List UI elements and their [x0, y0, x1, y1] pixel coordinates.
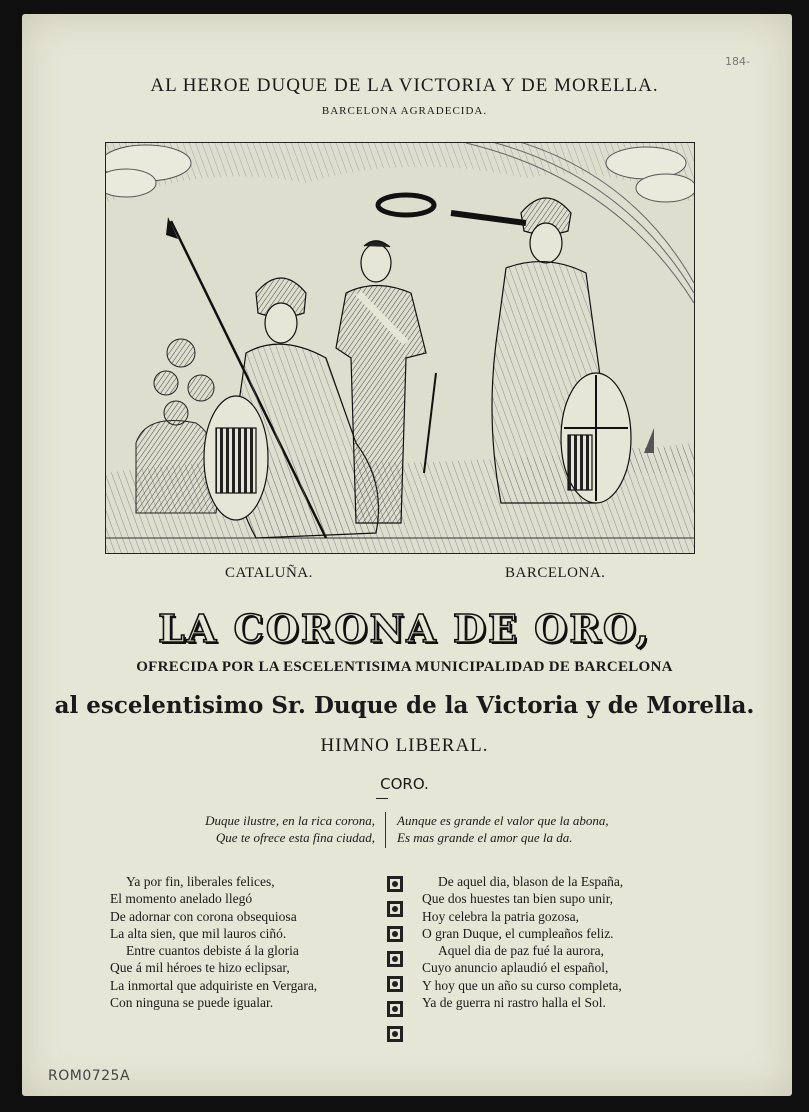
ornament-block — [386, 1025, 404, 1043]
verse-line: Que te ofrece esta fina ciudad, — [215, 830, 375, 845]
page-subtitle: BARCELONA AGRADECIDA. — [321, 105, 488, 117]
woodcut-scene — [106, 143, 694, 553]
page-title: AL HEROE DUQUE DE LA VICTORIA Y DE MORELLA. — [150, 75, 659, 96]
verse-line: Ya de guerra ni rastro halla el Sol. — [422, 995, 606, 1011]
chorus-divider — [385, 812, 386, 848]
chorus-label: CORO. — [380, 775, 429, 793]
caption-cataluna: CATALUÑA. — [225, 565, 313, 581]
stanza-left — [110, 873, 375, 1011]
verse-line: Cuyo anuncio aplaudió el español, — [422, 960, 609, 976]
verse-line: Aquel dia de paz fué la aurora, — [438, 943, 605, 959]
verse-line: Ya por fin, liberales felices, — [126, 874, 275, 889]
verse-line: Entre cuantos debiste á la gloria — [126, 943, 299, 959]
chorus-left — [120, 812, 375, 846]
verse-line: Que dos huestes tan bien supo unir, — [422, 891, 614, 907]
offered-by-line: OFRECIDA POR LA ESCELENTISIMA MUNICIPALIDAD DE BARCELONA — [136, 659, 673, 675]
verse-line: De aquel dia, blason de la España, — [438, 874, 624, 889]
ornament-block — [386, 975, 404, 993]
ornament-block — [386, 950, 404, 968]
headline: LA CORONA DE ORO, — [158, 606, 651, 651]
verse-line: La inmortal que adquiriste en Vergara, — [110, 977, 318, 993]
ornament-block — [386, 900, 404, 918]
verse-line: O gran Duque, el cumpleaños feliz. — [422, 925, 614, 941]
verse-line: El momento anelado llegó — [110, 891, 253, 907]
dedication-line: al escelentisimo Sr. Duque de la Victoria y de Morella. — [54, 692, 755, 719]
verse-line: Y hoy que un año su curso completa, — [422, 977, 622, 993]
verse-line: La alta sien, que mil lauros ciñó. — [110, 925, 287, 941]
ornament-block — [386, 925, 404, 943]
hymn-title: HIMNO LIBERAL. — [320, 735, 489, 756]
ornament-column — [386, 875, 406, 1050]
verse-line: De adornar con corona obsequiosa — [110, 908, 297, 924]
verse-line: Con ninguna se puede igualar. — [110, 995, 274, 1011]
verse-line: Aunque es grande el valor que la abona, — [397, 813, 609, 828]
verse-line: Que á mil héroes te hizo eclipsar, — [110, 960, 290, 976]
margin-handwritten-note: 184- — [725, 55, 750, 68]
stanza-right — [422, 873, 692, 1011]
verse-line: Es mas grande el amor que la da. — [397, 830, 573, 845]
ornament-block — [386, 875, 404, 893]
verse-line: Hoy celebra la patria gozosa, — [422, 908, 580, 924]
verse-line: Duque ilustre, en la rica corona, — [205, 813, 375, 828]
woodcut-illustration — [105, 142, 695, 554]
chorus-right — [397, 812, 687, 846]
ornament-block — [386, 1000, 404, 1018]
chorus-dash — [376, 798, 388, 799]
catalog-number: ROM0725A — [48, 1068, 131, 1084]
caption-barcelona: BARCELONA. — [505, 565, 606, 581]
